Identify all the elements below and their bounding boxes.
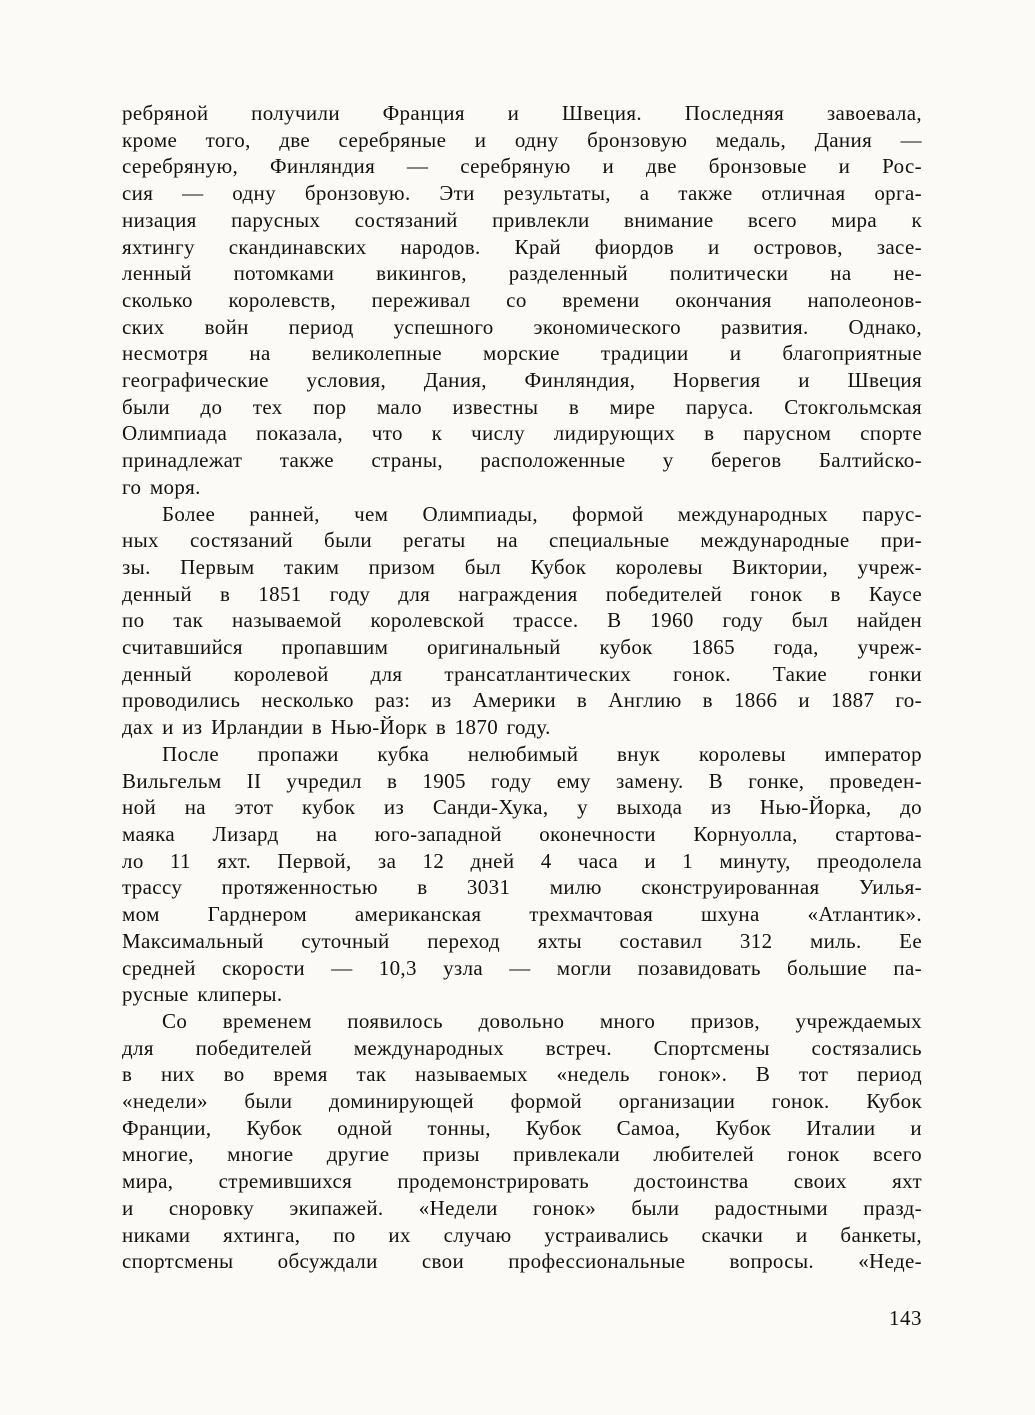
paragraph-4 <box>122 1008 922 1275</box>
text-line: кроме того, две серебряные и одну бронзовую медаль, Дания — <box>122 127 922 152</box>
text-line: Со временем появилось довольно много призов, учреждаемых <box>162 1008 922 1033</box>
text-line: ной на этот кубок из Санди-Хука, у выхода из Нью-Йорка, до <box>122 795 922 820</box>
text-line: средней скорости — 10,3 узла — могли позавидовать большие па- <box>122 955 922 980</box>
paragraph-1 <box>122 100 922 501</box>
text-line: го моря. <box>122 474 201 499</box>
page-number: 143 <box>889 1306 922 1330</box>
text-line: никами яхтинга, по их случаю устраивались скачки и банкеты, <box>122 1222 922 1247</box>
text-line: Более ранней, чем Олимпиады, формой международных парус- <box>162 501 922 526</box>
text-line: в них во время так называемых «недель гонок». В тот период <box>122 1062 922 1087</box>
text-line: Максимальный суточный переход яхты составил 312 миль. Ее <box>122 928 922 953</box>
text-line: проводились несколько раз: из Америки в Англию в 1866 и 1887 го- <box>122 688 922 713</box>
text-line: яхтингу скандинавских народов. Край фиордов и островов, засе- <box>122 234 922 259</box>
text-line: ло 11 яхт. Первой, за 12 дней 4 часа и 1 минуту, преодолела <box>122 848 922 873</box>
text-line: были до тех пор мало известны в мире паруса. Стокгольмская <box>122 394 922 419</box>
text-line: низация парусных состязаний привлекли внимание всего мира к <box>122 207 922 232</box>
text-line: сия — одну бронзовую. Эти результаты, а также отличная орга- <box>122 181 922 206</box>
text-line: географические условия, Дания, Финляндия, Норвегия и Швеция <box>122 368 922 393</box>
text-line: После пропажи кубка нелюбимый внук королевы император <box>162 741 922 766</box>
text-line: денный в 1851 году для награждения победителей гонок в Каусе <box>122 581 922 606</box>
text-line: денный королевой для трансатлантических гонок. Такие гонки <box>122 661 922 686</box>
text-line: считавшийся пропавшим оригинальный кубок 1865 года, учреж- <box>122 635 922 660</box>
text-line: трассу протяженностью в 3031 милю сконструированная Уилья- <box>122 875 922 900</box>
text-line: маяка Лизард на юго-западной оконечности Корнуолла, стартова- <box>122 821 922 846</box>
text-line: русные клиперы. <box>122 982 283 1007</box>
text-line: ских войн период успешного экономического развития. Однако, <box>122 314 922 339</box>
text-line: «недели» были доминирующей формой организации гонок. Кубок <box>122 1089 922 1114</box>
page-text <box>122 100 922 1275</box>
text-line: несмотря на великолепные морские традиции и благоприятные <box>122 341 922 366</box>
text-line: ленный потомками викингов, разделенный политически на не- <box>122 261 922 286</box>
text-line: мом Гарднером американская трехмачтовая шхуна «Атлантик». <box>122 902 922 927</box>
text-line: Франции, Кубок одной тонны, Кубок Самоа, Кубок Италии и <box>122 1115 922 1140</box>
text-line: зы. Первым таким призом был Кубок королевы Виктории, учреж- <box>122 554 922 579</box>
text-line: по так называемой королевской трассе. В 1960 году был найден <box>122 608 922 633</box>
text-line: ребряной получили Франция и Швеция. Последняя завоевала, <box>122 101 922 125</box>
paragraph-2 <box>122 501 922 741</box>
text-line: дах и из Ирландии в Нью-Йорк в 1870 году. <box>122 715 551 740</box>
text-line: ных состязаний были регаты на специальные международные при- <box>122 528 922 553</box>
text-line: сколько королевств, переживал со времени окончания наполеонов- <box>122 287 922 312</box>
text-line: спортсмены обсуждали свои профессиональные вопросы. «Неде- <box>122 1249 922 1274</box>
text-line: Олимпиада показала, что к числу лидирующих в парусном спорте <box>122 421 922 446</box>
text-line: мира, стремившихся продемонстрировать достоинства своих яхт <box>122 1169 922 1194</box>
text-line: многие, многие другие призы привлекали любителей гонок всего <box>122 1142 922 1167</box>
text-line: для победителей международных встреч. Спортсмены состязались <box>122 1035 922 1060</box>
text-line: принадлежат также страны, расположенные у берегов Балтийско- <box>122 448 922 473</box>
text-line: и сноровку экипажей. «Недели гонок» были радостными празд- <box>122 1195 922 1220</box>
text-line: Вильгельм II учредил в 1905 году ему замену. В гонке, проведен- <box>122 768 922 793</box>
paragraph-3 <box>122 741 922 1008</box>
text-line: серебряную, Финляндия — серебряную и две бронзовые и Рос- <box>122 154 922 179</box>
